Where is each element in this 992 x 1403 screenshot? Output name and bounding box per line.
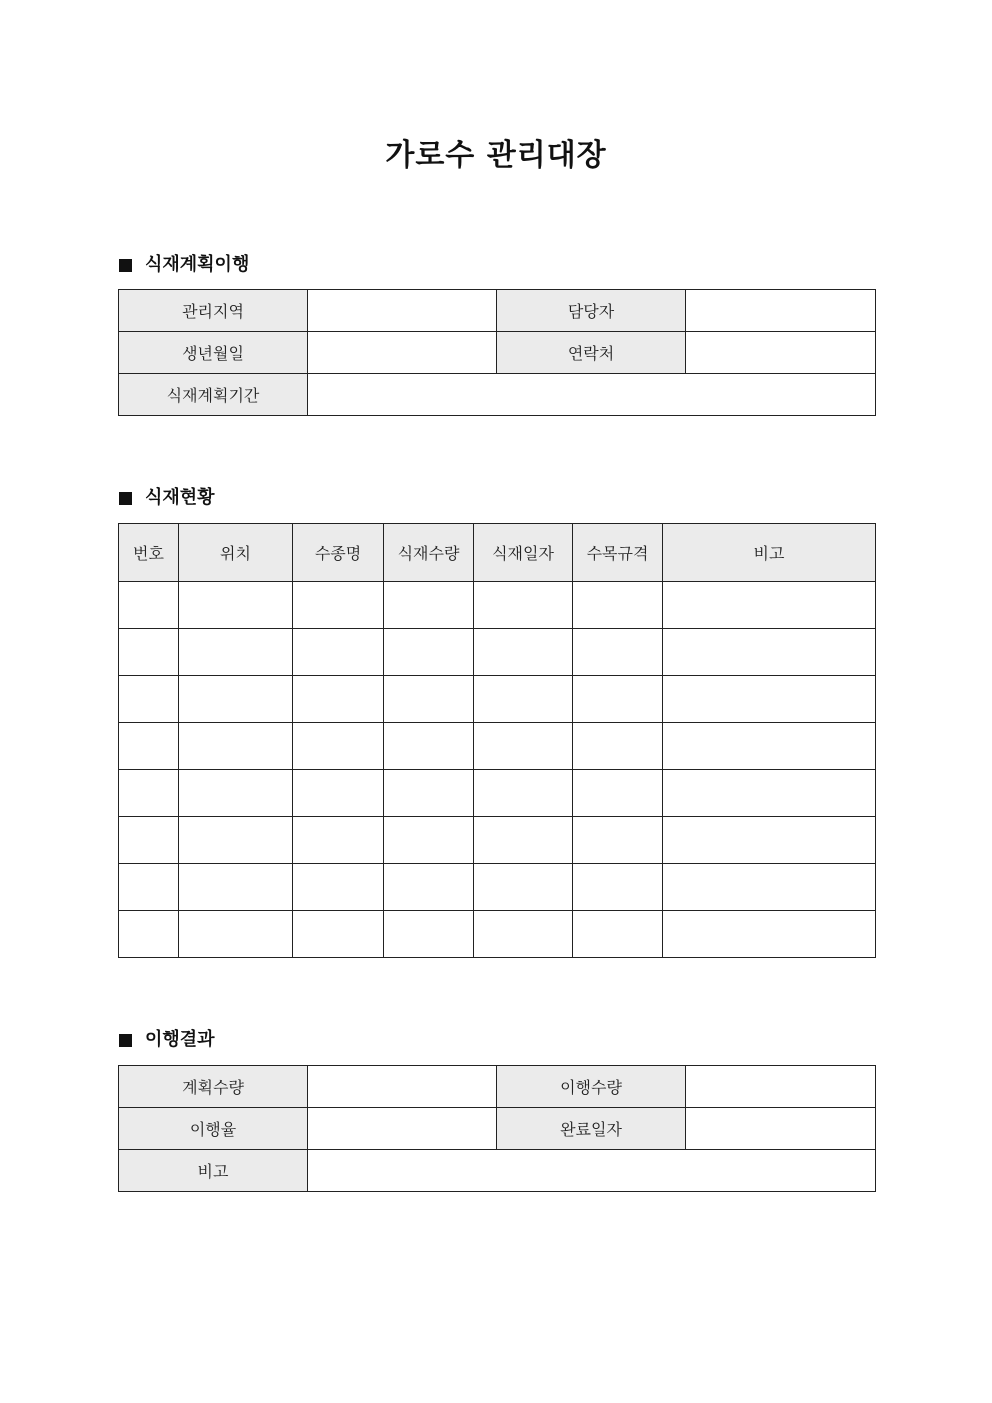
status-table [118, 523, 876, 958]
plan-table [118, 289, 876, 416]
cell-date[interactable] [474, 629, 573, 676]
planned-qty-label: 계획수량 [119, 1066, 308, 1108]
table-row [119, 817, 876, 864]
birth-field[interactable] [308, 332, 497, 374]
planned-qty-field[interactable] [308, 1066, 497, 1108]
cell-species[interactable] [293, 582, 384, 629]
table-row [119, 864, 876, 911]
table-row [119, 374, 876, 416]
table-row [119, 723, 876, 770]
cell-species[interactable] [293, 629, 384, 676]
cell-quantity[interactable] [384, 911, 474, 958]
contact-label: 연락처 [497, 332, 686, 374]
cell-date[interactable] [474, 723, 573, 770]
cell-spec[interactable] [573, 582, 663, 629]
manager-field[interactable] [686, 290, 876, 332]
cell-location[interactable] [179, 817, 293, 864]
cell-note[interactable] [663, 770, 876, 817]
cell-date[interactable] [474, 864, 573, 911]
cell-location[interactable] [179, 770, 293, 817]
section-heading-plan-label: 식재계획이행 [145, 254, 250, 275]
cell-date[interactable] [474, 676, 573, 723]
birth-label: 생년월일 [119, 332, 308, 374]
cell-quantity[interactable] [384, 864, 474, 911]
column-header-spec: 수목규격 [573, 524, 663, 582]
done-qty-label: 이행수량 [497, 1066, 686, 1108]
cell-note[interactable] [663, 911, 876, 958]
section-heading-status-label: 식재현황 [145, 487, 215, 508]
table-header-row [119, 524, 876, 582]
region-field[interactable] [308, 290, 497, 332]
cell-spec[interactable] [573, 911, 663, 958]
cell-number[interactable] [119, 864, 179, 911]
region-label: 관리지역 [119, 290, 308, 332]
cell-number[interactable] [119, 817, 179, 864]
cell-species[interactable] [293, 770, 384, 817]
column-header-quantity: 식재수량 [384, 524, 474, 582]
cell-quantity[interactable] [384, 723, 474, 770]
cell-number[interactable] [119, 723, 179, 770]
cell-species[interactable] [293, 911, 384, 958]
cell-date[interactable] [474, 582, 573, 629]
cell-quantity[interactable] [384, 770, 474, 817]
cell-spec[interactable] [573, 770, 663, 817]
result-table [118, 1065, 876, 1192]
table-row [119, 629, 876, 676]
cell-location[interactable] [179, 676, 293, 723]
contact-field[interactable] [686, 332, 876, 374]
cell-location[interactable] [179, 911, 293, 958]
manager-label: 담당자 [497, 290, 686, 332]
column-header-note: 비고 [663, 524, 876, 582]
table-row [119, 770, 876, 817]
square-bullet-icon [119, 492, 132, 505]
cell-species[interactable] [293, 817, 384, 864]
cell-spec[interactable] [573, 629, 663, 676]
cell-location[interactable] [179, 864, 293, 911]
cell-quantity[interactable] [384, 817, 474, 864]
cell-species[interactable] [293, 676, 384, 723]
column-header-species: 수종명 [293, 524, 384, 582]
cell-date[interactable] [474, 770, 573, 817]
cell-number[interactable] [119, 582, 179, 629]
cell-date[interactable] [474, 817, 573, 864]
section-heading-result [119, 1028, 215, 1052]
cell-number[interactable] [119, 676, 179, 723]
cell-note[interactable] [663, 723, 876, 770]
table-row [119, 332, 876, 374]
cell-location[interactable] [179, 582, 293, 629]
cell-species[interactable] [293, 864, 384, 911]
column-header-number: 번호 [119, 524, 179, 582]
done-date-label: 완료일자 [497, 1108, 686, 1150]
cell-location[interactable] [179, 723, 293, 770]
column-header-location: 위치 [179, 524, 293, 582]
cell-quantity[interactable] [384, 582, 474, 629]
section-heading-plan [119, 253, 249, 277]
cell-species[interactable] [293, 723, 384, 770]
cell-note[interactable] [663, 676, 876, 723]
table-row [119, 582, 876, 629]
cell-date[interactable] [474, 911, 573, 958]
cell-note[interactable] [663, 817, 876, 864]
section-heading-status [119, 486, 215, 510]
done-date-field[interactable] [686, 1108, 876, 1150]
cell-number[interactable] [119, 629, 179, 676]
cell-spec[interactable] [573, 723, 663, 770]
cell-spec[interactable] [573, 817, 663, 864]
cell-note[interactable] [663, 582, 876, 629]
cell-number[interactable] [119, 911, 179, 958]
table-row [119, 676, 876, 723]
rate-label: 이행율 [119, 1108, 308, 1150]
column-header-date: 식재일자 [474, 524, 573, 582]
note-label: 비고 [119, 1150, 308, 1192]
cell-quantity[interactable] [384, 676, 474, 723]
table-row [119, 1150, 876, 1192]
table-row [119, 1066, 876, 1108]
period-field[interactable] [308, 374, 876, 416]
note-field[interactable] [308, 1150, 876, 1192]
cell-location[interactable] [179, 629, 293, 676]
done-qty-field[interactable] [686, 1066, 876, 1108]
rate-field[interactable] [308, 1108, 497, 1150]
page-title: 가로수 관리대장 [385, 138, 607, 173]
cell-spec[interactable] [573, 864, 663, 911]
square-bullet-icon [119, 259, 132, 272]
period-label: 식재계획기간 [119, 374, 308, 416]
cell-quantity[interactable] [384, 629, 474, 676]
cell-note[interactable] [663, 629, 876, 676]
status-table-body [119, 582, 876, 958]
cell-note[interactable] [663, 864, 876, 911]
table-row [119, 1108, 876, 1150]
square-bullet-icon [119, 1034, 132, 1047]
table-row [119, 290, 876, 332]
cell-number[interactable] [119, 770, 179, 817]
table-row [119, 911, 876, 958]
section-heading-result-label: 이행결과 [145, 1029, 215, 1050]
cell-spec[interactable] [573, 676, 663, 723]
